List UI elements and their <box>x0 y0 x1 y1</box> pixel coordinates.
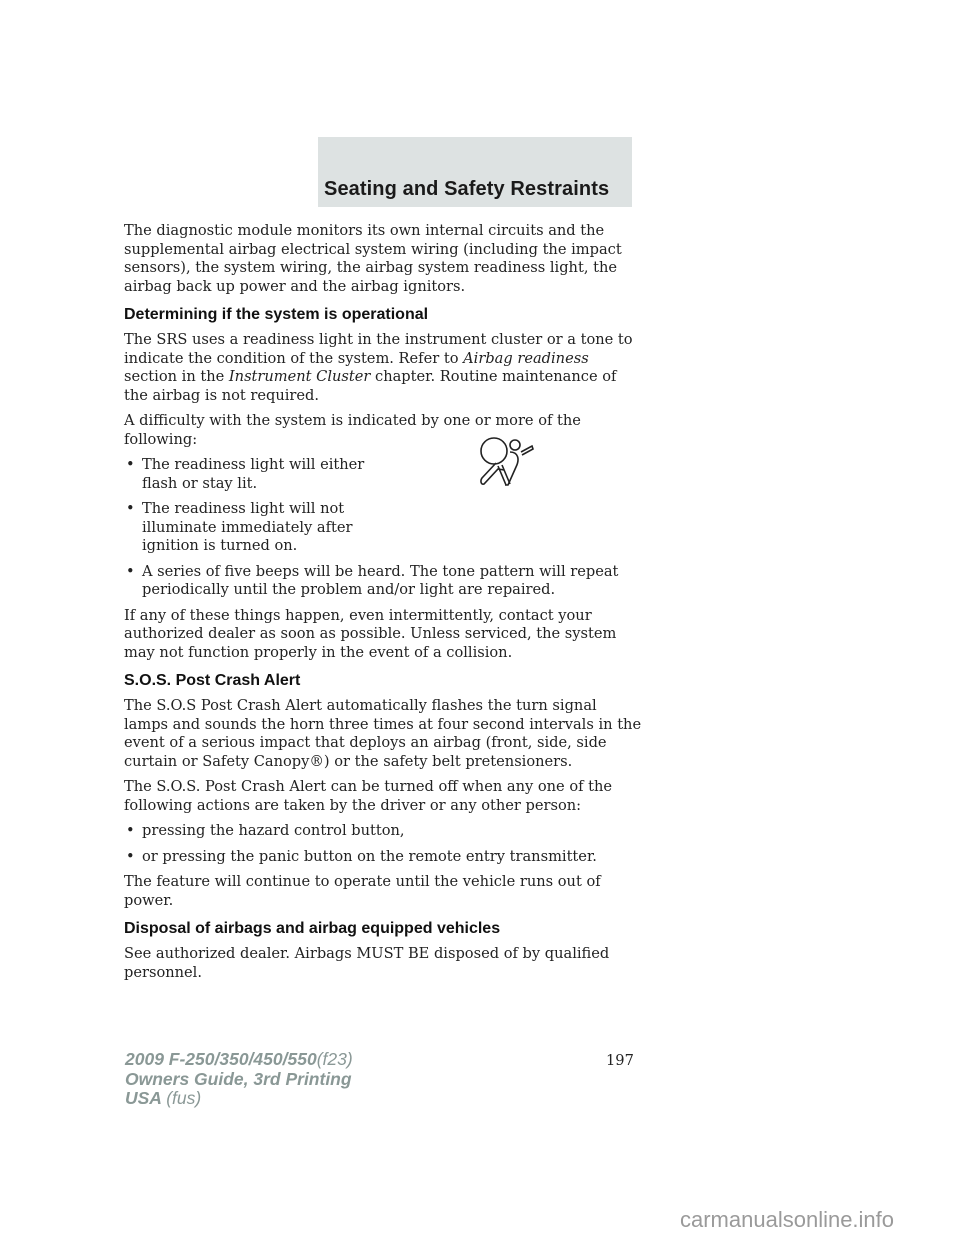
list-item-text: A series of five beeps will be heard. The tone pattern will repeat periodically until the problem and/or light are repaired. <box>142 562 619 598</box>
contact-dealer-paragraph: If any of these things happen, even intermittently, contact your authorized dealer as soon as possible. Unless serviced, the system may not function properly in the event of a collision. <box>124 606 617 661</box>
airbag-readiness-reference: Airbag readiness <box>463 349 589 367</box>
bullet-icon: • <box>126 562 135 580</box>
page-number: 197 <box>606 1052 634 1069</box>
footer-line-3 <box>125 1089 353 1109</box>
model-code: (f23) <box>316 1049 353 1069</box>
footer-publication-info <box>125 1050 353 1109</box>
heading-disposal: Disposal of airbags and airbag equipped vehicles <box>124 920 501 937</box>
market-text: USA <box>125 1088 162 1108</box>
difficulty-paragraph: A difficulty with the system is indicated by one or more of the following: <box>124 412 581 448</box>
page-content <box>124 222 644 989</box>
model-text: 2009 F-250/350/450/550 <box>125 1049 317 1069</box>
list-item <box>124 456 372 493</box>
bullet-icon: • <box>126 847 135 865</box>
list-item-text: The readiness light will either flash or stay lit. <box>142 456 365 492</box>
footer-line-1 <box>125 1050 353 1070</box>
sos-paragraph-1: The S.O.S Post Crash Alert automatically flashes the turn signal lamps and sounds the horn three times at four second intervals in the event of a serious impact that deploys an airbag (front, side, side curtain or Safety Canopy®) or the safety belt pretensioners. <box>124 697 642 770</box>
sos-paragraph-2: The S.O.S. Post Crash Alert can be turned off when any one of the following actions are taken by the driver or any other person: <box>124 778 613 814</box>
disposal-paragraph: See authorized dealer. Airbags MUST BE disposed of by qualified personnel. <box>124 945 610 981</box>
text: The SRS uses a readiness light in the instrument cluster or a tone to indicate the condition of the system. Refer to <box>124 331 633 367</box>
bullet-icon: • <box>126 500 135 517</box>
list-item-text: pressing the hazard control button, <box>142 822 405 839</box>
heading-determining-operational: Determining if the system is operational <box>124 306 429 323</box>
list-item <box>124 500 372 556</box>
list-item-text: or pressing the panic button on the remote entry transmitter. <box>142 847 597 865</box>
footer-line-2: Owners Guide, 3rd Printing <box>125 1068 352 1089</box>
list-item <box>124 822 644 841</box>
airbag-readiness-icon <box>472 435 542 497</box>
list-item-text: The readiness light will not illuminate immediately after ignition is turned on. <box>142 500 353 554</box>
watermark: carmanualsonline.info <box>680 1207 895 1232</box>
srs-paragraph <box>124 331 644 405</box>
text: section in the <box>124 368 229 385</box>
section-title: Seating and Safety Restraints <box>324 178 610 200</box>
heading-sos-post-crash-alert: S.O.S. Post Crash Alert <box>124 672 301 689</box>
bullet-icon: • <box>126 456 135 473</box>
sos-paragraph-3: The feature will continue to operate until the vehicle runs out of power. <box>124 873 601 909</box>
market-code: (fus) <box>166 1088 202 1108</box>
bullet-icon: • <box>126 822 135 839</box>
text: chapter. Routine maintenance of the airbag is not required. <box>124 368 617 404</box>
intro-paragraph: The diagnostic module monitors its own internal circuits and the supplemental airbag electrical system wiring (including the impact sensors), the system wiring, the airbag system readiness light, the airbag back up power and the airbag ignitors. <box>124 222 622 295</box>
list-item <box>124 848 644 867</box>
list-item <box>124 563 644 600</box>
instrument-cluster-reference: Instrument Cluster <box>228 368 371 385</box>
